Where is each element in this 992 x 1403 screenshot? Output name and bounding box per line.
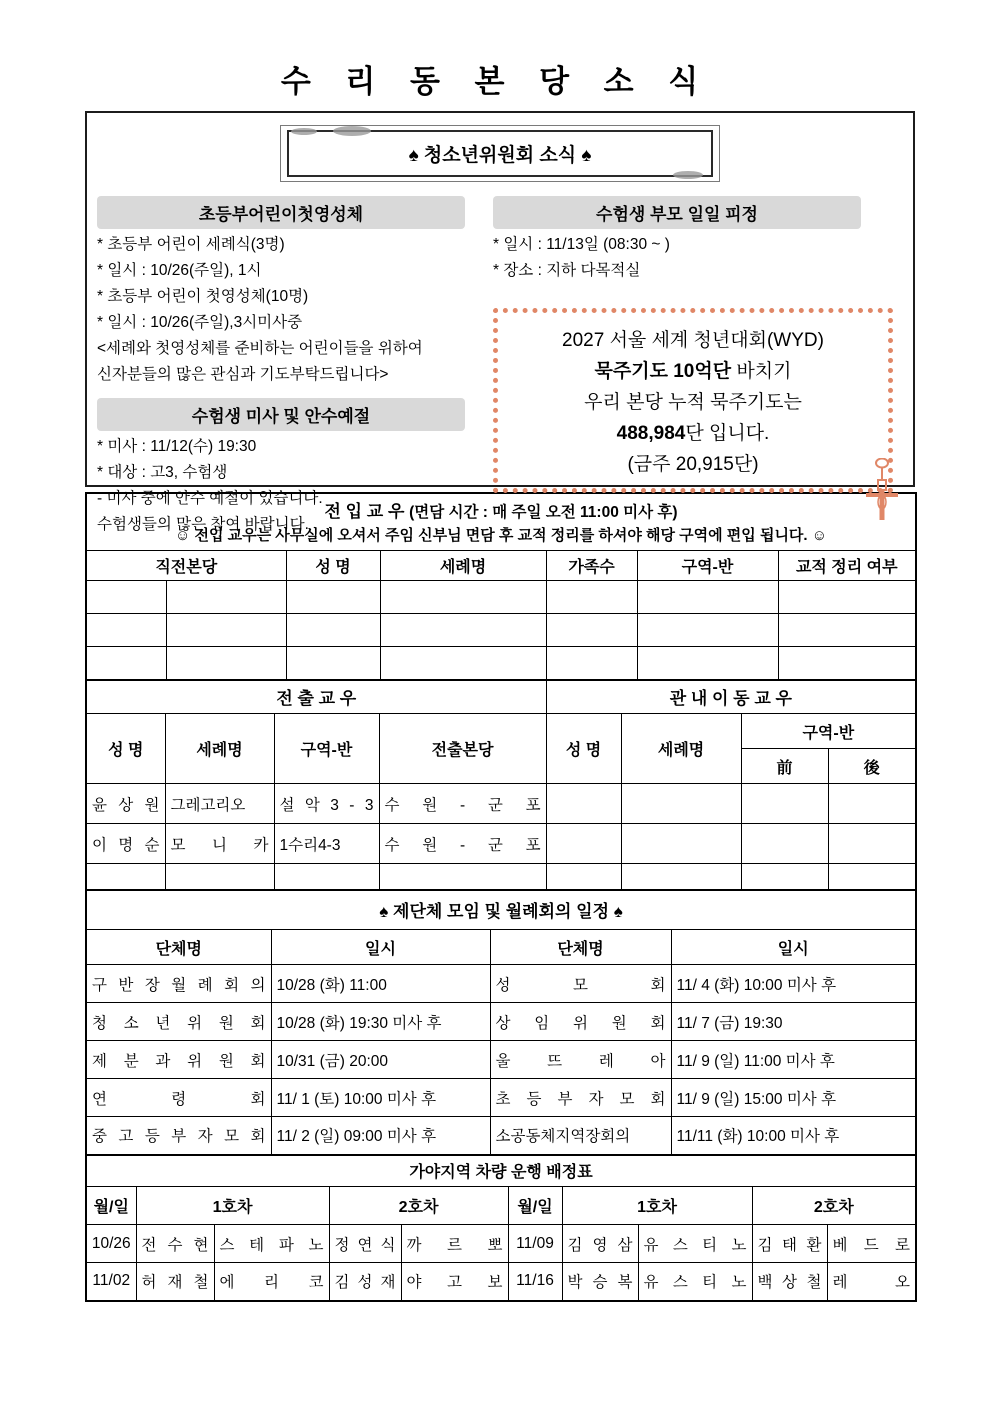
col-header-date: 월/일 — [86, 1187, 136, 1225]
group-name: 울 뜨 레 아 — [490, 1041, 671, 1079]
col-header-car1: 1호차 — [136, 1187, 329, 1225]
text-line: 묵주기도 10억단 바치기 — [594, 361, 792, 382]
table-row — [86, 965, 916, 1003]
col-header-district: 구역-반 — [274, 714, 379, 784]
driver-name: 백 상 철 — [752, 1263, 827, 1301]
crucifix-icon — [862, 458, 902, 522]
text-line: * 대상 : 고3, 수험생 — [97, 464, 228, 481]
col-header-name: 성 명 — [86, 714, 165, 784]
member-dest-parish: 수 원 - 군 포 — [379, 824, 546, 864]
text-line: * 장소 : 지하 다목적실 — [493, 262, 641, 279]
driver-name: 전 수 현 — [136, 1225, 214, 1263]
member-district: 1수리4-3 — [274, 824, 379, 864]
transfer-in-title: 전 입 교 우 (면담 시간 : 매 주일 오전 11:00 미사 후) — [324, 502, 678, 521]
shuttle-date: 11/09 — [508, 1225, 562, 1263]
scan-smudge — [333, 126, 371, 136]
text-line: * 일시 : 10/26(주일),3시미사중 — [97, 314, 303, 331]
transfer-in-subtitle: ☺ 전입 교우는 사무실에 오셔서 주임 신부님 면담 후 교적 정리를 하셔야 해당 구역에 편입 됩니다. ☺ — [174, 527, 828, 544]
col-header-car2: 2호차 — [329, 1187, 508, 1225]
meeting-datetime: 10/28 (화) 19:30 미사 후 — [271, 1003, 490, 1041]
text-line: 2027 서울 세계 청년대회(WYD) — [562, 330, 824, 351]
member-dest-parish: 수 원 - 군 포 — [379, 784, 546, 824]
col-header-baptismal: 세례명 — [621, 714, 741, 784]
first-communion-lines — [97, 232, 477, 388]
youth-committee-title: ♠ 청소년위원회 소식 ♠ — [287, 130, 713, 177]
table-row — [86, 581, 916, 614]
table-row — [86, 647, 916, 680]
driver-baptismal: 스 테 파 노 — [214, 1225, 329, 1263]
table-row — [86, 1225, 916, 1263]
text-line: 488,984단 입니다. — [616, 423, 770, 444]
table-row — [86, 1041, 916, 1079]
col-header-district: 구역-반 — [637, 551, 778, 581]
meeting-datetime: 10/28 (화) 11:00 — [271, 965, 490, 1003]
first-communion-header: 초등부어린이첫영성체 — [97, 196, 465, 229]
col-header-group: 단체명 — [86, 930, 271, 965]
table-row — [86, 1117, 916, 1155]
page-title: 수 리 동 본 당 소 식 — [280, 64, 712, 99]
col-header-baptismal: 세례명 — [380, 551, 546, 581]
parent-retreat-lines — [493, 232, 897, 284]
exam-mass-header: 수험생 미사 및 안수예절 — [97, 398, 465, 431]
col-header-car1: 1호차 — [562, 1187, 752, 1225]
meeting-datetime: 11/ 7 (금) 19:30 — [671, 1003, 916, 1041]
member-baptismal: 그레고리오 — [165, 784, 274, 824]
shuttle-title: 가야지역 차량 운행 배정표 — [86, 1155, 916, 1187]
driver-baptismal: 유 스 티 노 — [638, 1263, 752, 1301]
text-line: - 미사 중에 안수 예절이 있습니다. — [97, 490, 323, 507]
text-line: 신자분들의 많은 관심과 기도부탁드립니다> — [97, 366, 389, 383]
transfer-out-table — [85, 679, 917, 891]
text-line: 우리 본당 누적 묵주기도는 — [584, 392, 802, 413]
table-row — [86, 1079, 916, 1117]
shuttle-date: 11/16 — [508, 1263, 562, 1301]
text-line: * 초등부 어린이 첫영성체(10명) — [97, 288, 309, 305]
col-header-date: 월/일 — [508, 1187, 562, 1225]
text-line: (금주 20,915단) — [627, 454, 759, 475]
col-header-name: 성 명 — [286, 551, 380, 581]
col-header-before: 前 — [741, 749, 828, 784]
table-row — [86, 864, 916, 890]
group-name: 구 반 장 월 례 회 의 — [86, 965, 271, 1003]
driver-name: 박 승 복 — [562, 1263, 638, 1301]
transfer-out-title: 전 출 교 우 — [86, 680, 546, 714]
col-header-family-count: 가족수 — [546, 551, 637, 581]
exam-mass-lines — [97, 434, 477, 538]
driver-baptismal: 레 오 — [827, 1263, 916, 1301]
group-name: 성 모 회 — [490, 965, 671, 1003]
driver-baptismal: 까 르 뽀 — [401, 1225, 508, 1263]
group-name: 중 고 등 부 자 모 회 — [86, 1117, 271, 1155]
member-baptismal: 모 니 카 — [165, 824, 274, 864]
meetings-table — [85, 889, 917, 1156]
group-name: 연 령 회 — [86, 1079, 271, 1117]
group-name: 소공동체지역장회의 — [490, 1117, 671, 1155]
meeting-datetime: 11/ 4 (화) 10:00 미사 후 — [671, 965, 916, 1003]
driver-name: 김 영 삼 — [562, 1225, 638, 1263]
driver-baptismal: 야 고 보 — [401, 1263, 508, 1301]
col-header-prev-parish: 직전본당 — [86, 551, 286, 581]
youth-right-column — [477, 196, 897, 538]
text-line: * 미사 : 11/12(수) 19:30 — [97, 438, 257, 455]
group-name: 청 소 년 위 원 회 — [86, 1003, 271, 1041]
text-line: 수험생들의 많은 참여 바랍니다. — [97, 516, 309, 533]
col-header-datetime: 일시 — [671, 930, 916, 965]
driver-name: 김 태 환 — [752, 1225, 827, 1263]
scan-smudge — [673, 171, 703, 179]
group-name: 제 분 과 위 원 회 — [86, 1041, 271, 1079]
driver-name: 정 연 식 — [329, 1225, 401, 1263]
youth-committee-title-frame — [280, 125, 720, 182]
meeting-datetime: 11/ 9 (일) 11:00 미사 후 — [671, 1041, 916, 1079]
col-header-name: 성 명 — [546, 714, 621, 784]
table-row — [86, 614, 916, 647]
text-line: * 일시 : 10/26(주일), 1시 — [97, 262, 262, 279]
driver-baptismal: 에 리 코 — [214, 1263, 329, 1301]
member-name: 윤 상 원 — [86, 784, 165, 824]
col-header-datetime: 일시 — [271, 930, 490, 965]
driver-name: 허 재 철 — [136, 1263, 214, 1301]
table-row — [86, 824, 916, 864]
table-row — [86, 1263, 916, 1301]
meetings-title: ♠ 제단체 모임 및 월례회의 일정 ♠ — [86, 890, 916, 930]
parent-retreat-header: 수험생 부모 일일 피정 — [493, 196, 861, 229]
member-district: 설 악 3 - 3 — [274, 784, 379, 824]
col-header-dest-parish: 전출본당 — [379, 714, 546, 784]
group-name: 초 등 부 자 모 회 — [490, 1079, 671, 1117]
col-header-car2: 2호차 — [752, 1187, 916, 1225]
meeting-datetime: 10/31 (금) 20:00 — [271, 1041, 490, 1079]
member-name: 이 명 순 — [86, 824, 165, 864]
col-header-record-status: 교적 정리 여부 — [778, 551, 916, 581]
shuttle-table — [85, 1154, 917, 1302]
shuttle-date: 11/02 — [86, 1263, 136, 1301]
group-name: 상 임 위 원 회 — [490, 1003, 671, 1041]
internal-move-title: 관 내 이 동 교 우 — [546, 680, 916, 714]
meeting-datetime: 11/11 (화) 10:00 미사 후 — [671, 1117, 916, 1155]
col-header-group: 단체명 — [490, 930, 671, 965]
text-line: * 초등부 어린이 세례식(3명) — [97, 236, 285, 253]
meeting-datetime: 11/ 2 (일) 09:00 미사 후 — [271, 1117, 490, 1155]
youth-left-column — [95, 196, 477, 538]
col-header-district: 구역-반 — [741, 714, 916, 749]
rosary-campaign-box — [493, 308, 893, 493]
driver-baptismal: 베 드 로 — [827, 1225, 916, 1263]
driver-baptismal: 유 스 티 노 — [638, 1225, 752, 1263]
meeting-datetime: 11/ 1 (토) 10:00 미사 후 — [271, 1079, 490, 1117]
meeting-datetime: 11/ 9 (일) 15:00 미사 후 — [671, 1079, 916, 1117]
text-line: * 일시 : 11/13일 (08:30 ~ ) — [493, 236, 670, 253]
scan-smudge — [291, 128, 317, 135]
table-row — [86, 1003, 916, 1041]
driver-name: 김 성 재 — [329, 1263, 401, 1301]
table-row — [86, 784, 916, 824]
col-header-after: 後 — [828, 749, 916, 784]
text-line: <세례와 첫영성체를 준비하는 어린이들을 위하여 — [97, 340, 423, 357]
col-header-baptismal: 세례명 — [165, 714, 274, 784]
shuttle-date: 10/26 — [86, 1225, 136, 1263]
